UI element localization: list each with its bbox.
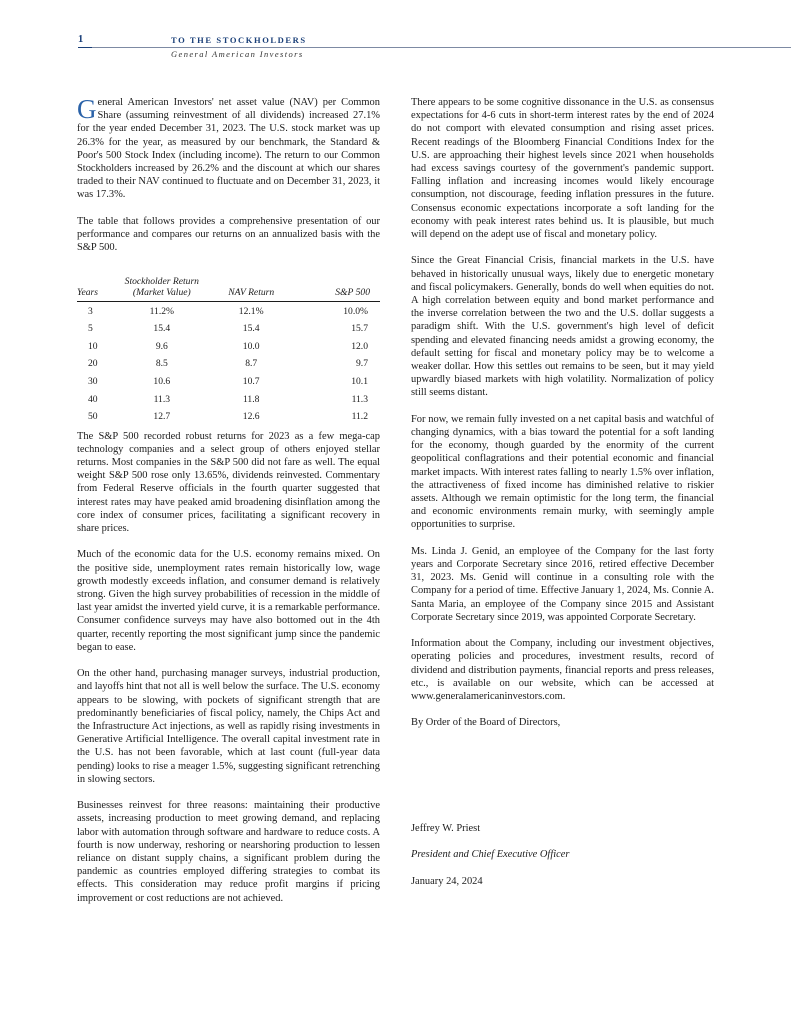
table-row <box>77 355 380 373</box>
cell-nav: 15.4 <box>242 323 260 335</box>
cell-stockholder: 11.3 <box>153 393 171 405</box>
signer-name: Jeffrey W. Priest <box>411 822 481 834</box>
header-stockholder-line2: (Market Value) <box>132 287 191 299</box>
website-paragraph: Information about the Company, including our investment objectives, operating policies and procedures, investment results, record of dividend and distribution payments, financial reports and press releases, etc., is available on our website, which can be accessed at www.generalamericaninvestors.com. <box>411 638 714 703</box>
cell-sp500: 12.0 <box>351 340 368 352</box>
header-sp500: S&P 500 <box>295 276 380 302</box>
cell-nav: 12.6 <box>242 411 260 423</box>
cell-sp500: 15.7 <box>351 323 368 335</box>
cell-years: 40 <box>88 393 98 405</box>
closing-line: By Order of the Board of Directors, <box>411 717 561 729</box>
cell-stockholder: 15.4 <box>153 323 171 335</box>
cell-sp500: 9.7 <box>356 358 368 370</box>
table-row <box>77 390 380 408</box>
cell-sp500: 10.0% <box>343 305 368 317</box>
intro-text: eneral American Investors' net asset value (NAV) per Common Share (assuming reinvestment of all dividends) increased 27.1% for the year ended December 31, 2023. The U.S. stock market was up 26.3% for the year, as measured by our benchmark, the Standard & Poor's 500 Stock Index (including income). The return to our Common Stockholders increased by 26.2% and the discount at which our shares traded to their NAV continued to fluctuate and on December 31, 2023, it was 17.3%. <box>77 97 380 201</box>
signature-space <box>411 743 714 822</box>
header-nav-return: NAV Return <box>207 276 295 302</box>
header-years: Years <box>77 276 116 302</box>
cell-stockholder: 12.7 <box>153 411 171 423</box>
cell-sp500: 11.2 <box>351 411 368 423</box>
economic-data-paragraph: Much of the economic data for the U.S. economy remains mixed. On the positive side, unemployment rates remain historically low, wage growth modestly exceeds inflation, and consumer demand is relatively strong. Given the high survey probabilities of recession in the middle of last year amidst the inverted yield curve, it is a remarkable performance. Consumer confidence surveys may have also bottomed out in the 4th quarter, recently reporting the most significant jump since the pandemic began to ease. <box>77 549 380 653</box>
cell-years: 5 <box>88 323 93 335</box>
signer-title: President and Chief Executive Officer <box>411 849 570 861</box>
cell-stockholder: 11.2% <box>149 305 175 317</box>
letter-date: January 24, 2024 <box>411 875 483 887</box>
left-column <box>77 96 380 918</box>
cell-years: 10 <box>88 340 98 352</box>
header-rule <box>92 47 791 48</box>
cell-years: 50 <box>88 411 98 423</box>
dissonance-paragraph: There appears to be some cognitive dissonance in the U.S. as consensus expectations for 4-6 cuts in short-term interest rates by the end of 2024 do not comport with elevated consumption and rising asset prices. Recent readings of the Bloomberg Financial Conditions Index for the U.S. are approaching their highest levels since 2021 when households had excess savings courtesy of the government's pandemic support. Falling inflation and increasing incomes would likely encourage consumption, not discourage, feeding inflation pressures in the future. Consensus economic expectations incorporate a soft landing for the economy with peak interest rates behind us. It is plausible, but much will depend on the adept use of fiscal and monetary policy. <box>411 97 714 241</box>
cell-nav: 11.8 <box>242 393 260 405</box>
cell-nav: 10.7 <box>242 375 260 387</box>
cell-stockholder: 10.6 <box>153 375 171 387</box>
cell-stockholder: 8.5 <box>155 358 168 370</box>
intro-paragraph <box>77 96 380 202</box>
table-row <box>77 320 380 338</box>
header-stockholder-return <box>116 276 207 302</box>
company-name: General American Investors <box>171 49 304 59</box>
personnel-paragraph: Ms. Linda J. Genid, an employee of the Company for the last forty years and Corporate Secretary since 2016, retired effective December 31, 2023. Ms. Genid will continue in a consulting role with the Company for a period of time. Effective January 1, 2024, Ms. Connie A. Santa Maria, an employee of the Company since 2015 and Assistant Corporate Secretary since 2019, was appointed Corporate Secretary. <box>411 545 714 623</box>
returns-table <box>77 276 380 425</box>
section-title: TO THE STOCKHOLDERS <box>171 35 307 45</box>
cell-sp500: 11.3 <box>351 393 368 405</box>
other-hand-paragraph: On the other hand, purchasing manager surveys, industrial production, and layoffs hint that not all is well below the surface. The U.S. economy appears to be slowing, with pockets of significant strength that are predominantly beneficiaries of fiscal policy, namely, the Chips Act and the Infrastructure Act injections, as well as rapidly rising investments in Generative Artificial Intelligence. The overall capital investment rate in the U.S. has not been favorable, which at last count (full-year data pending) looks to rise a meager 1.5%, suggesting significant retrenching in slowing sectors. <box>77 668 380 785</box>
table-row <box>77 408 380 426</box>
cell-years: 20 <box>88 358 98 370</box>
cell-years: 30 <box>88 375 98 387</box>
table-row <box>77 373 380 391</box>
page-number-rule <box>78 47 92 48</box>
financial-crisis-paragraph: Since the Great Financial Crisis, financial markets in the U.S. have behaved in historically unusual ways, likely due to energetic monetary and fiscal policymakers. Generally, bonds do well when equities do not. A high correlation between equity and bond market performance and the inverse correlation between the two and the U.S. dollar suggests a paradigm shift. With the U.S. government's high level of deficit spending and elevated financing needs amidst a growing economy, the default setting for fiscal and monetary policy may be to welcome a weaker dollar. How this settles out remains to be seen, but it may yield upwardly biased markets with high volatility. Normalization of policy still seems distant. <box>411 255 714 399</box>
cell-nav: 8.7 <box>245 358 258 370</box>
page-header <box>78 34 791 64</box>
cell-stockholder: 9.6 <box>155 340 168 352</box>
table-row <box>77 338 380 356</box>
cell-nav: 10.0 <box>242 340 260 352</box>
reinvest-paragraph: Businesses reinvest for three reasons: maintaining their productive assets, increasing production to meet growing demand, and replacing labor with automation through software and hardware to reduce costs. A fourth is now underway, reshoring or nearshoring production to lessen reliance on distant supply chains, a significant problem during the pandemic as countries employed differing strategies to combat its effects. This consideration may reduce profit margins if pricing improvement or cost reductions are not achieved. <box>77 800 380 904</box>
sp500-paragraph: The S&P 500 recorded robust returns for 2023 as a few mega-cap technology companies and a select group of others enjoyed stellar returns. Most companies in the S&P 500 did not fare as well. The equal weight S&P 500 rose only 13.65%, dividends reinvested. Commentary from Federal Reserve officials in the fourth quarter suggested that interest rates may have peaked amid broadening disinflation among the core index of consumer prices, facilitating a significant recovery in share prices. <box>77 430 380 534</box>
right-column <box>411 96 714 901</box>
cell-sp500: 10.1 <box>351 375 368 387</box>
cell-years: 3 <box>88 305 93 317</box>
cell-nav: 12.1% <box>238 305 264 317</box>
table-intro-paragraph: The table that follows provides a comprehensive presentation of our performance and compares our returns on an annualized basis with the S&P 500. <box>77 215 380 254</box>
fully-invested-paragraph: For now, we remain fully invested on a net capital basis and watchful of changing dynamics, with a bias toward the potential for a soft landing for the economy, though guarded by the enormity of the current geopolitical conflagrations and their potential economic and financial market impacts. With interest rates falling to nearly 1.5% over inflation, the attractiveness of fixed income has diminished relative to riskier assets. Although we remain optimistic for the long term, the financial and economic environments remain murky, with seemingly ample opportunities to surprise. <box>411 413 714 531</box>
drop-cap: G <box>77 94 97 124</box>
table-row <box>77 302 380 320</box>
returns-table-header <box>77 276 380 302</box>
page-number: 1 <box>78 34 84 45</box>
header-stockholder-line1: Stockholder Return <box>124 276 199 288</box>
